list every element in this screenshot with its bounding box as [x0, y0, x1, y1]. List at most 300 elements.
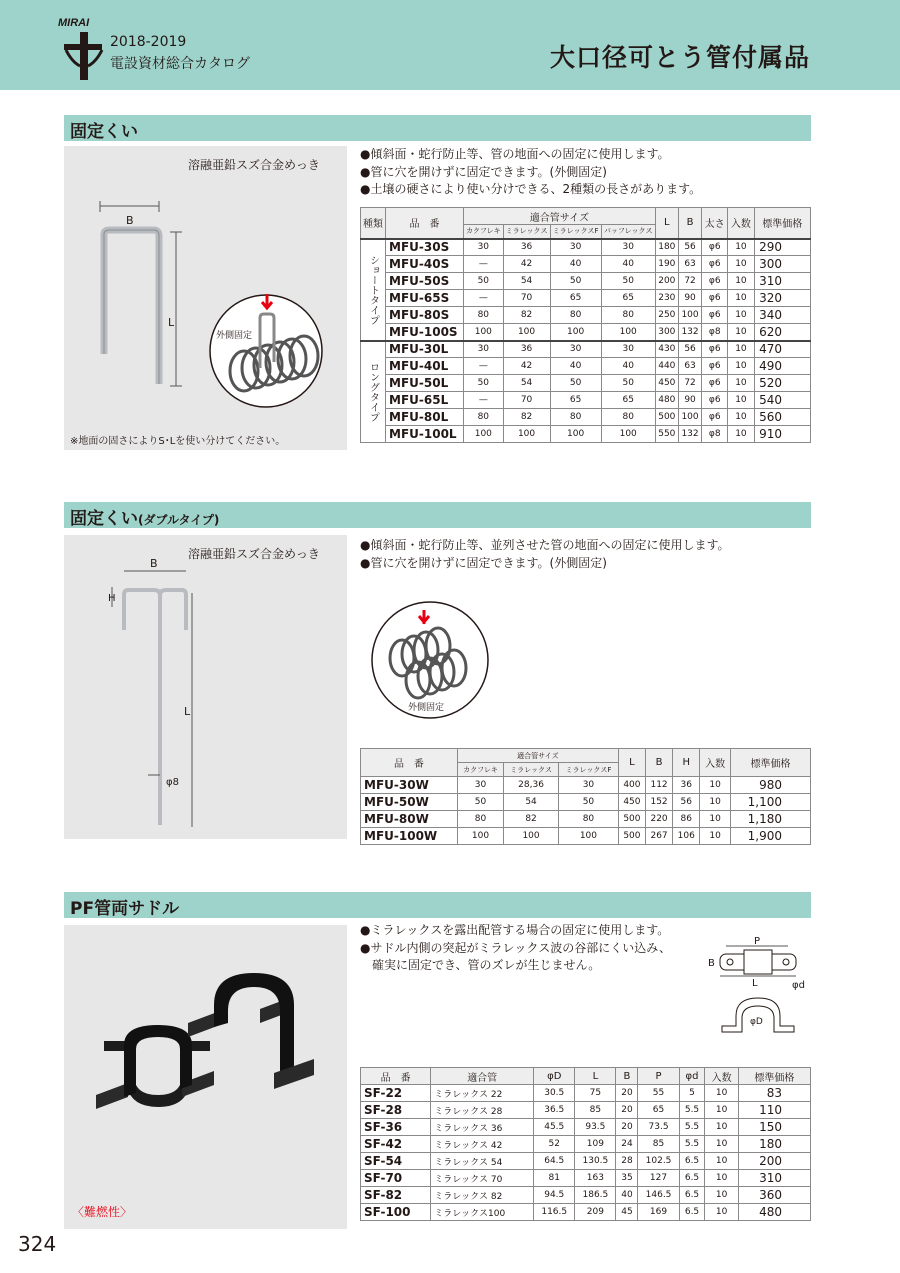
value-cell: 80 [550, 409, 601, 426]
table-row [361, 358, 811, 375]
value-cell: 36.5 [534, 1102, 575, 1119]
value-cell: 65 [601, 290, 655, 307]
value-cell: 40 [550, 358, 601, 375]
col-sub: ミラレックスF [559, 763, 619, 777]
table-row [361, 392, 811, 409]
value-cell: 40 [550, 256, 601, 273]
callout-label: 外側固定 [408, 703, 445, 713]
value-cell: 45.5 [534, 1119, 575, 1136]
part-number-cell: MFU-80L [386, 409, 464, 426]
table-row [361, 1187, 811, 1204]
part-number-cell: MFU-50S [386, 273, 464, 290]
value-cell: 80 [559, 811, 619, 828]
value-cell: 10 [728, 426, 754, 443]
value-cell: 180 [655, 239, 678, 256]
value-cell: 55 [638, 1085, 679, 1102]
value-cell: 93.5 [575, 1119, 616, 1136]
section-title [70, 504, 219, 529]
part-number-cell: MFU-40L [386, 358, 464, 375]
value-cell: 6.5 [679, 1204, 705, 1221]
value-cell: 6.5 [679, 1170, 705, 1187]
value-cell: 50 [550, 375, 601, 392]
value-cell: 5.5 [679, 1119, 705, 1136]
col-quantity: 入数 [705, 1068, 738, 1085]
value-cell: ミラレックス 82 [431, 1187, 534, 1204]
price-cell: 110 [738, 1102, 810, 1119]
value-cell: 10 [700, 777, 731, 794]
col-price: 標準価格 [754, 208, 811, 239]
table-row [361, 777, 811, 794]
double-stake-illustration-icon [64, 535, 347, 839]
price-cell: 1,900 [730, 828, 810, 845]
col-sub: パッフレックス [601, 225, 655, 239]
section-subtitle: (ダブルタイプ) [138, 513, 220, 527]
value-cell: 100 [457, 828, 503, 845]
price-cell: 310 [754, 273, 811, 290]
price-cell: 300 [754, 256, 811, 273]
price-cell: 360 [738, 1187, 810, 1204]
price-cell: 200 [738, 1153, 810, 1170]
part-number-cell: SF-22 [361, 1085, 431, 1102]
value-cell: 85 [575, 1102, 616, 1119]
part-number-cell: MFU-80W [361, 811, 458, 828]
value-cell: 54 [503, 375, 550, 392]
value-cell: 30 [559, 777, 619, 794]
value-cell: ミラレックス100 [431, 1204, 534, 1221]
value-cell: 209 [575, 1204, 616, 1221]
value-cell: 100 [550, 324, 601, 341]
col-group-size: 適合管サイズ [464, 208, 656, 225]
value-cell: 10 [728, 341, 754, 358]
value-cell: φ8 [702, 426, 728, 443]
price-cell: 560 [754, 409, 811, 426]
value-cell: 56 [678, 341, 701, 358]
col-h: H [673, 749, 700, 777]
value-cell: 100 [678, 409, 701, 426]
table-row [361, 1153, 811, 1170]
value-cell: 132 [678, 324, 701, 341]
value-cell: 10 [728, 392, 754, 409]
table-row [361, 426, 811, 443]
table-row [361, 1119, 811, 1136]
spec-table [360, 1067, 811, 1221]
value-cell: φ6 [702, 341, 728, 358]
value-cell: 6.5 [679, 1153, 705, 1170]
value-cell: 100 [504, 828, 559, 845]
part-number-cell: SF-82 [361, 1187, 431, 1204]
value-cell: 86 [673, 811, 700, 828]
product-photo-area [64, 146, 347, 450]
value-cell: 10 [705, 1170, 738, 1187]
price-cell: 980 [730, 777, 810, 794]
catalog-year: 2018-2019 [110, 34, 187, 50]
value-cell: 100 [503, 324, 550, 341]
value-cell: 36 [673, 777, 700, 794]
value-cell: 163 [575, 1170, 616, 1187]
col-d: φd [679, 1068, 705, 1085]
spec-table [360, 748, 811, 845]
value-cell: 146.5 [638, 1187, 679, 1204]
section-title-bar [64, 502, 811, 528]
col-l: L [575, 1068, 616, 1085]
table-row [361, 324, 811, 341]
col-price: 標準価格 [730, 749, 810, 777]
dim-l-label: L [168, 316, 175, 329]
value-cell: 72 [678, 273, 701, 290]
part-number-cell: SF-36 [361, 1119, 431, 1136]
feature-item: ●傾斜面・蛇行防止等、管の地面への固定に使用します。 [360, 147, 670, 161]
value-cell: 52 [534, 1136, 575, 1153]
value-cell: 450 [618, 794, 645, 811]
part-number-cell: SF-70 [361, 1170, 431, 1187]
value-cell: 230 [655, 290, 678, 307]
feature-list [360, 922, 671, 975]
value-cell: 40 [616, 1187, 638, 1204]
table-row [361, 239, 811, 256]
value-cell: 127 [638, 1170, 679, 1187]
value-cell: 28 [616, 1153, 638, 1170]
price-cell: 150 [738, 1119, 810, 1136]
value-cell: 42 [503, 256, 550, 273]
table-row [361, 290, 811, 307]
value-cell: 440 [655, 358, 678, 375]
value-cell: 50 [601, 273, 655, 290]
kind-cell: ロングタイプ [361, 341, 386, 443]
value-cell: 10 [728, 273, 754, 290]
part-number-cell: MFU-100W [361, 828, 458, 845]
price-cell: 180 [738, 1136, 810, 1153]
value-cell: φ6 [702, 375, 728, 392]
value-cell: 42 [503, 358, 550, 375]
value-cell: 72 [678, 375, 701, 392]
value-cell: 10 [728, 409, 754, 426]
value-cell: φ6 [702, 273, 728, 290]
value-cell: 10 [700, 828, 731, 845]
table-row [361, 1204, 811, 1221]
value-cell: 10 [705, 1102, 738, 1119]
value-cell: 400 [618, 777, 645, 794]
value-cell: 169 [638, 1204, 679, 1221]
value-cell: 550 [655, 426, 678, 443]
value-cell: 80 [464, 307, 504, 324]
col-sub: ミラレックスF [550, 225, 601, 239]
value-cell: 63 [678, 358, 701, 375]
col-part-number: 品 番 [361, 1068, 431, 1085]
value-cell: — [464, 358, 504, 375]
double-stake-callout-icon [368, 598, 498, 722]
value-cell: — [464, 256, 504, 273]
table-row [361, 1136, 811, 1153]
section-title: PF管両サドル [70, 899, 180, 919]
material-label: 溶融亜鉛スズ合金めっき [188, 547, 320, 561]
value-cell: 10 [728, 358, 754, 375]
value-cell: 10 [705, 1136, 738, 1153]
value-cell: 102.5 [638, 1153, 679, 1170]
value-cell: φ6 [702, 239, 728, 256]
feature-item: ●管に穴を開けずに固定できます。(外側固定) [360, 555, 607, 570]
table-row [361, 794, 811, 811]
feature-list [360, 537, 730, 572]
value-cell: 28,36 [504, 777, 559, 794]
col-sub: カクフレキ [464, 225, 504, 239]
page-title: 大口径可とう管付属品 [549, 43, 810, 72]
value-cell: 5 [679, 1085, 705, 1102]
dim-b-label: B [126, 214, 134, 227]
value-cell: 100 [503, 426, 550, 443]
section-title-main: 固定くい [70, 509, 138, 529]
value-cell: 250 [655, 307, 678, 324]
dim-D-label: φD [750, 1017, 763, 1027]
value-cell: 10 [728, 290, 754, 307]
value-cell: — [464, 392, 504, 409]
value-cell: 10 [705, 1187, 738, 1204]
value-cell: 10 [700, 794, 731, 811]
callout-label: 外側固定 [216, 331, 253, 341]
value-cell: ミラレックス 22 [431, 1085, 534, 1102]
usage-note: ※地面の固さによりS･Lを使い分けてください。 [70, 436, 286, 447]
price-cell: 310 [738, 1170, 810, 1187]
part-number-cell: MFU-30L [386, 341, 464, 358]
feature-item: ●管に穴を開けずに固定できます。(外側固定) [360, 164, 607, 179]
value-cell: — [464, 290, 504, 307]
value-cell: 100 [601, 324, 655, 341]
value-cell: 500 [618, 828, 645, 845]
section-title-bar [64, 892, 811, 918]
value-cell: 56 [678, 239, 701, 256]
value-cell: 36 [503, 341, 550, 358]
col-price: 標準価格 [738, 1068, 810, 1085]
product-photo-area [64, 925, 347, 1229]
value-cell: 112 [646, 777, 673, 794]
value-cell: 73.5 [638, 1119, 679, 1136]
catalog-name: 電設資材総合カタログ [110, 56, 250, 72]
value-cell: 500 [655, 409, 678, 426]
value-cell: 132 [678, 426, 701, 443]
value-cell: 30 [550, 239, 601, 256]
value-cell: 80 [550, 307, 601, 324]
value-cell: 109 [575, 1136, 616, 1153]
material-label: 溶融亜鉛スズ合金めっき [188, 158, 320, 172]
price-cell: 340 [754, 307, 811, 324]
part-number-cell: MFU-50W [361, 794, 458, 811]
value-cell: 56 [673, 794, 700, 811]
value-cell: 82 [504, 811, 559, 828]
value-cell: 190 [655, 256, 678, 273]
col-b: B [616, 1068, 638, 1085]
value-cell: ミラレックス 54 [431, 1153, 534, 1170]
value-cell: 80 [464, 409, 504, 426]
value-cell: φ6 [702, 290, 728, 307]
value-cell: 106 [673, 828, 700, 845]
value-cell: 50 [464, 273, 504, 290]
price-cell: 910 [754, 426, 811, 443]
value-cell: 50 [550, 273, 601, 290]
value-cell: 480 [655, 392, 678, 409]
value-cell: 30.5 [534, 1085, 575, 1102]
col-b: B [646, 749, 673, 777]
price-cell: 490 [754, 358, 811, 375]
col-diameter: 太さ [702, 208, 728, 239]
part-number-cell: MFU-30S [386, 239, 464, 256]
dim-p-label: P [754, 936, 761, 947]
value-cell: 10 [700, 811, 731, 828]
value-cell: 40 [601, 256, 655, 273]
value-cell: 75 [575, 1085, 616, 1102]
price-cell: 290 [754, 239, 811, 256]
feature-list [360, 146, 701, 199]
section-title-bar [64, 115, 811, 141]
dim-l-label: L [184, 705, 191, 718]
col-group-size: 適合管サイズ [457, 749, 618, 763]
value-cell: 65 [638, 1102, 679, 1119]
value-cell: 30 [550, 341, 601, 358]
value-cell: 6.5 [679, 1187, 705, 1204]
value-cell: 90 [678, 290, 701, 307]
part-number-cell: SF-100 [361, 1204, 431, 1221]
feature-item: ●土壌の硬さにより使い分けできる、2種類の長さがあります。 [360, 182, 702, 196]
part-number-cell: MFU-100L [386, 426, 464, 443]
value-cell: 300 [655, 324, 678, 341]
value-cell: 100 [550, 426, 601, 443]
value-cell: 10 [728, 324, 754, 341]
feature-item: ●ミラレックスを露出配管する場合の固定に使用します。 [360, 923, 670, 937]
spec-table [360, 207, 811, 443]
col-sub: ミラレックス [504, 763, 559, 777]
value-cell: 50 [559, 794, 619, 811]
value-cell: 30 [601, 341, 655, 358]
value-cell: φ6 [702, 256, 728, 273]
value-cell: 5.5 [679, 1102, 705, 1119]
value-cell: 220 [646, 811, 673, 828]
part-number-cell: MFU-40S [386, 256, 464, 273]
value-cell: 20 [616, 1119, 638, 1136]
value-cell: 30 [457, 777, 503, 794]
value-cell: ミラレックス 36 [431, 1119, 534, 1136]
table-row [361, 375, 811, 392]
value-cell: φ6 [702, 392, 728, 409]
table-row [361, 256, 811, 273]
part-number-cell: SF-28 [361, 1102, 431, 1119]
part-number-cell: MFU-65L [386, 392, 464, 409]
value-cell: 82 [503, 307, 550, 324]
table-row [361, 341, 811, 358]
dim-d-label: φd [792, 980, 805, 991]
part-number-cell: MFU-30W [361, 777, 458, 794]
part-number-cell: SF-42 [361, 1136, 431, 1153]
logo-text: MIRAI [58, 17, 90, 29]
col-l: L [655, 208, 678, 239]
value-cell: 50 [601, 375, 655, 392]
price-cell: 620 [754, 324, 811, 341]
value-cell: 30 [464, 341, 504, 358]
part-number-cell: MFU-100S [386, 324, 464, 341]
feature-item: 確実に固定でき、管のズレが生じません。 [360, 958, 601, 972]
product-photo-area [64, 535, 347, 839]
value-cell: 80 [601, 307, 655, 324]
col-kind: 種類 [361, 208, 386, 239]
value-cell: 36 [503, 239, 550, 256]
value-cell: 430 [655, 341, 678, 358]
table-row [361, 273, 811, 290]
value-cell: 81 [534, 1170, 575, 1187]
value-cell: 5.5 [679, 1136, 705, 1153]
col-fit-pipe: 適合管 [431, 1068, 534, 1085]
dim-h-label: H [108, 593, 116, 604]
value-cell: 186.5 [575, 1187, 616, 1204]
value-cell: 50 [457, 794, 503, 811]
col-quantity: 入数 [728, 208, 754, 239]
value-cell: 65 [550, 392, 601, 409]
price-cell: 540 [754, 392, 811, 409]
value-cell: 100 [559, 828, 619, 845]
price-cell: 470 [754, 341, 811, 358]
value-cell: 54 [504, 794, 559, 811]
value-cell: 85 [638, 1136, 679, 1153]
value-cell: 10 [705, 1204, 738, 1221]
value-cell: 30 [601, 239, 655, 256]
value-cell: 64.5 [534, 1153, 575, 1170]
price-cell: 320 [754, 290, 811, 307]
value-cell: 40 [601, 358, 655, 375]
price-cell: 480 [738, 1204, 810, 1221]
value-cell: 50 [464, 375, 504, 392]
col-D: φD [534, 1068, 575, 1085]
value-cell: 152 [646, 794, 673, 811]
value-cell: 450 [655, 375, 678, 392]
col-sub: ミラレックス [503, 225, 550, 239]
part-number-cell: SF-54 [361, 1153, 431, 1170]
feature-item: ●傾斜面・蛇行防止等、並列させた管の地面への固定に使用します。 [360, 538, 730, 552]
col-quantity: 入数 [700, 749, 731, 777]
value-cell: 70 [503, 290, 550, 307]
table-row [361, 409, 811, 426]
value-cell: 30 [464, 239, 504, 256]
col-p: P [638, 1068, 679, 1085]
value-cell: 65 [550, 290, 601, 307]
table-row [361, 307, 811, 324]
dim-b-label: B [150, 557, 158, 570]
saddle-illustration-icon [64, 925, 347, 1229]
col-l: L [618, 749, 645, 777]
value-cell: 20 [616, 1102, 638, 1119]
part-number-cell: MFU-80S [386, 307, 464, 324]
value-cell: 100 [678, 307, 701, 324]
value-cell: 24 [616, 1136, 638, 1153]
value-cell: ミラレックス 42 [431, 1136, 534, 1153]
table-row [361, 1170, 811, 1187]
col-sub: カクフレキ [457, 763, 503, 777]
section-title: 固定くい [70, 122, 138, 142]
value-cell: 90 [678, 392, 701, 409]
price-cell: 520 [754, 375, 811, 392]
value-cell: 45 [616, 1204, 638, 1221]
feature-item: ●サドル内側の突起がミラレックス波の谷部にくい込み、 [360, 940, 671, 955]
value-cell: φ6 [702, 307, 728, 324]
page-number: 324 [18, 1232, 57, 1256]
page-header [0, 0, 900, 90]
value-cell: 200 [655, 273, 678, 290]
value-cell: 10 [728, 375, 754, 392]
dim-b-label: B [708, 958, 715, 969]
value-cell: 100 [464, 324, 504, 341]
kind-cell: ショートタイプ [361, 239, 386, 341]
value-cell: φ6 [702, 358, 728, 375]
value-cell: 130.5 [575, 1153, 616, 1170]
dim-d-label: φ8 [166, 777, 179, 788]
value-cell: ミラレックス 28 [431, 1102, 534, 1119]
value-cell: 54 [503, 273, 550, 290]
col-b: B [678, 208, 701, 239]
